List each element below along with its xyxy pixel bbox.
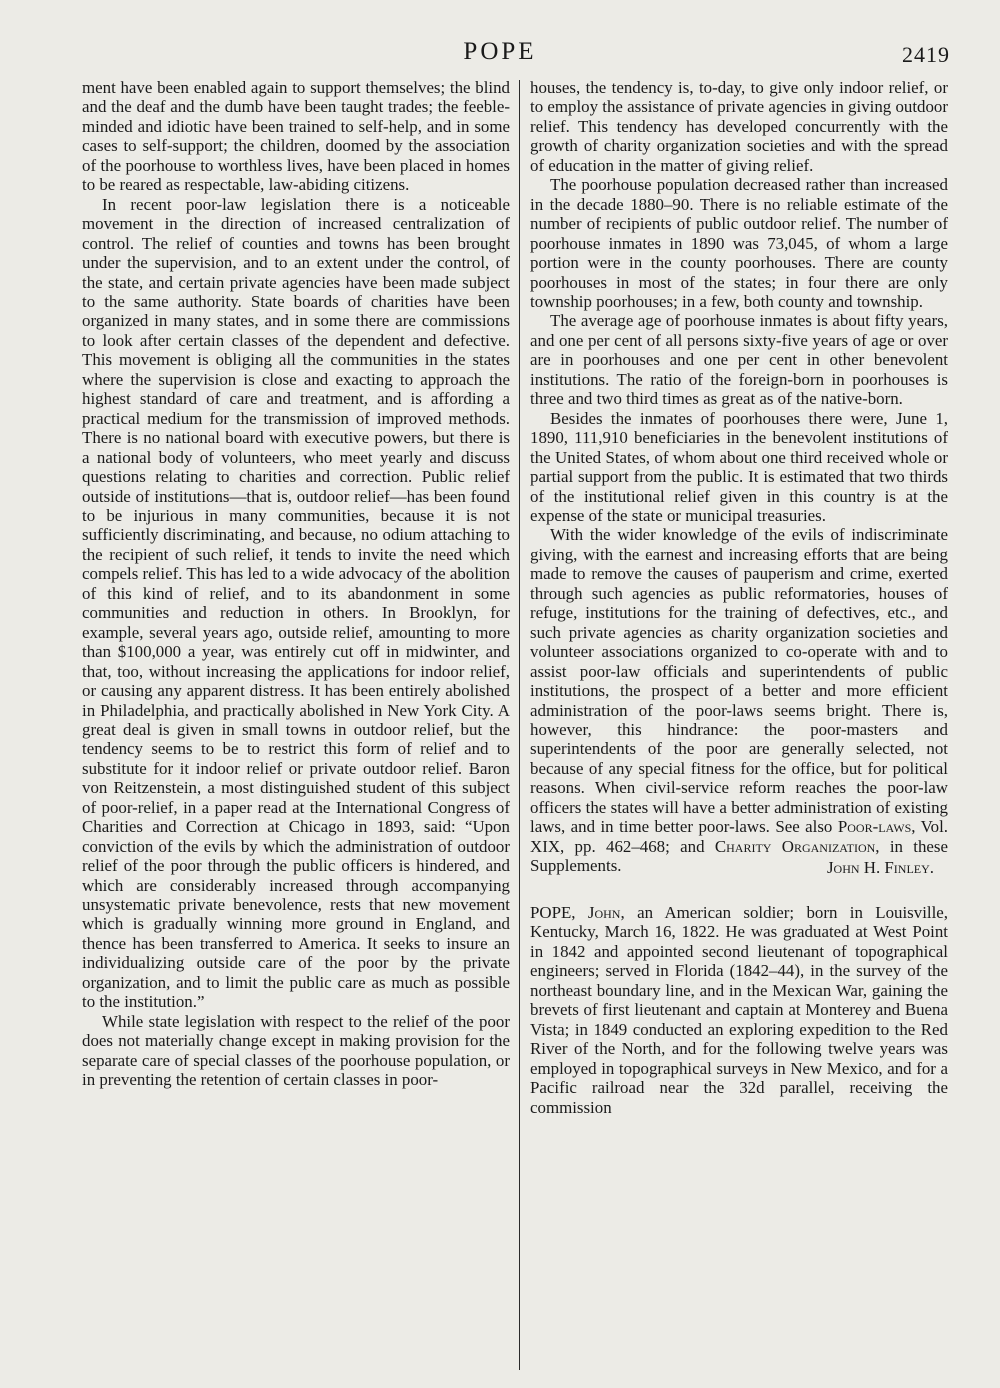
paragraph-centralization: In recent poor-law legislation there is a noticeable movement in the direction of increased centralization of control. The relief of counties and towns has been brought under the supervision, and to an extent under the control, of the state, and certain private agencies have been made subject to the same authority. State boards of charities have been organized in many states, and in some there are commissions to look after certain classes of the dependent and defective. This movement is obliging all the communities in the states where the supervision is close and exacting to approach the highest standard of care and treatment, and is affording a practical medium for the transmission of improved methods. There is no national board with executive powers, but there is a national body of volunteers, who meet yearly and discuss questions relating to charities and correction. Public relief outside of institutions—that is, outdoor relief—has been found to be injurious in many communities, because it is not sufficiently discriminating, and because, no odium attaching to the recipient of such relief, it tends to invite the need which compels relief. This has led to a wide advocacy of the abolition of this kind of relief, and to its abandonment in some communities and reduction in others. In Brooklyn, for example, several years ago, outside relief, amounting to more than $100,000 a year, was entirely cut off in midwinter, and that, too, without increasing the applications for indoor relief, or causing any apparent distress. It has been entirely abolished in Philadelphia, and practically abolished in New York City. A great deal is given in small towns in outdoor relief, but the tendency seems to be to restrict this form of relief and to substitute for it indoor relief or private outdoor relief. Baron von Reitzenstein, a most distinguished student of this subject of poor-relief, in a paper read at the International Congress of Charities and Correction at Chicago in 1893, said: “Upon conviction of the evils by which the administration of outdoor relief of the poor through the public officers is hindered, and which are considerably increased through accompanying unsystematic private benevolence, rests that new movement which is gradually winning more ground in England, and thence has been transferred to America. It seeks to insure an individualizing outside care of the poor by the private organization, and to limit the public care as much as possible to the institution.” [82,194,510,1012]
paragraph-text: With the wider knowledge of the evils of indiscriminate giving, with the earnest and increasing efforts that are being made to remove the causes of pauperism and crime, exerted through such agencies as public reformatories, houses of refuge, institutions for the training of defectives, etc., and such private agencies as charity organization societies and volunteer associations organized to co-operate with and to assist poor-law officials and superintendents of public institutions, the prospect of a better and more efficient administration of the poor-laws seems bright. There is, however, this hindrance: the poor-masters and superintendents of the poor are generally selected, not because of any special fitness for the office, but for political reasons. When civil-service reform reaches the poor-law officers the states will have a better administration of existing laws, and in time better poor-laws. See also [530,525,948,837]
paragraph-state-legislation: While state legislation with respect to the relief of the poor does not materially change except in making provision for the separate care of special classes of the poorhouse population, or in preventing the retention of certain classes in poor- [82,1011,510,1090]
paragraph-text: , Vol. XIX, pp. 462–468; and [530,817,949,856]
entry-pope-john [530,903,948,1117]
entry-given-name: John [587,903,621,923]
paragraph-continued: ment have been enabled again to support themselves; the blind and the deaf and the dumb have been taught trades; the feeble-minded and idiotic have been trained to self-help, and in some cases to self-support; the children, doomed by the association of the poorhouse to worthless lives, have been placed in homes to be reared as respectable, law-abiding citizens. [82,78,510,195]
author-signature: John H. Finley. [826,857,934,877]
page-number: 2419 [902,42,950,67]
paragraph-beneficiaries: Besides the inmates of poorhouses there were, June 1, 1890, 111,910 beneficiaries in the benevolent institutions of the United States, of whom about one third received whole or partial support from the public. It is estimated that two thirds of the institutional relief given in this country is at the expense of the state or municipal treasuries. [530,408,948,525]
column-divider [519,80,520,1370]
entry-headword: POPE, [530,903,576,923]
paragraph-wider-knowledge [530,525,948,875]
entry-text: , an American soldier; born in Louisville, Kentucky, March 16, 1822. He was graduated at West Point in 1842 and appointed second lieutenant of topographical engineers; served in Florida (1842–44), in the survey of the northeast boundary line, and in the Mexican War, gaining the brevets of first lieutenant and captain at Monterey and Buena Vista; in 1849 conducted an exploring expedition to the Red River of the North, and for the following twelve years was employed in topographical surveys in New Mexico, and for a Pacific railroad near the 32d parallel, receiving the commission [530,903,948,1117]
right-column [530,78,948,1117]
page-header-title: POPE [463,38,537,65]
paragraph-population: The poorhouse population decreased rather than increased in the decade 1880–90. There is no reliable estimate of the number of recipients of public outdoor relief. The number of poorhouse inmates in 1890 was 73,045, of whom a large portion were in the county poorhouses. There are county poorhouses in most of the states; in four there are only township poorhouses; in a few, both county and township. [530,175,948,311]
cross-reference-poor-laws: Poor-laws [837,817,912,837]
paragraph-average-age: The average age of poorhouse inmates is about fifty years, and one per cent of all persons sixty-five years of age or over are in poorhouses and one per cent in other benevolent institutions. The ratio of the foreign-born in poorhouses is three and two third times as great as of the native-born. [530,311,948,409]
cross-reference-charity-organization: Charity Organization [714,836,876,856]
paragraph-text: , in these Supplements. [530,836,948,876]
paragraph-indoor-relief: houses, the tendency is, to-day, to give only indoor relief, or to employ the assistance of private agencies in giving outdoor relief. This tendency has developed concurrently with the growth of charity organization societies and with the spread of education in the matter of giving relief. [530,78,948,175]
left-column [82,78,510,1090]
running-head [0,38,1000,68]
